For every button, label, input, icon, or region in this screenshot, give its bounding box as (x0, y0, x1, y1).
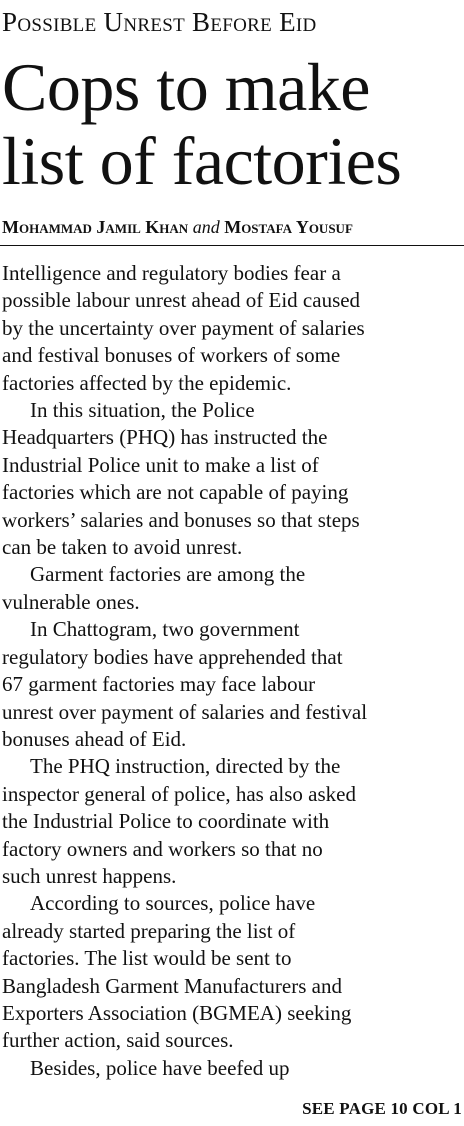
paragraph-line: possible labour unrest ahead of Eid caused (2, 288, 361, 313)
byline-divider (0, 245, 464, 246)
article-body (2, 260, 464, 1082)
paragraph-line: vulnerable ones. (2, 589, 140, 614)
paragraph-line: Intelligence and regulatory bodies fear a (2, 261, 341, 285)
paragraph-line: already started preparing the list of (2, 918, 296, 943)
headline-line: Cops to make (2, 49, 370, 125)
byline-author: Mohammad Jamil Khan (2, 217, 189, 237)
paragraph-line: Garment factories are among the (30, 562, 306, 587)
byline (2, 215, 464, 239)
article-paragraph (2, 616, 464, 753)
byline-conjunction: and (192, 217, 220, 237)
paragraph-line: According to sources, police have (30, 891, 316, 916)
paragraph-line: regulatory bodies have apprehended that (2, 644, 343, 669)
kicker: Possible Unrest Before Eid (2, 7, 317, 37)
paragraph-line: 67 garment factories may face labour (2, 672, 316, 697)
paragraph-line: inspector general of police, has also asked (2, 781, 356, 806)
paragraph-line: and festival bonuses of workers of some (2, 343, 341, 368)
paragraph-line: The PHQ instruction, directed by the (30, 754, 341, 779)
paragraph-line: factories affected by the epidemic. (2, 370, 292, 395)
headline-line: list of factories (2, 123, 402, 199)
paragraph-line: further action, said sources. (2, 1028, 234, 1053)
paragraph-line: unrest over payment of salaries and festival (2, 699, 368, 724)
article-paragraph (2, 890, 464, 1054)
paragraph-line: such unrest happens. (2, 863, 177, 888)
headline (2, 50, 464, 198)
article-paragraph (2, 260, 464, 397)
paragraph-line: Industrial Police unit to make a list of (2, 452, 319, 477)
paragraph-line: Bangladesh Garment Manufacturers and (2, 973, 342, 998)
paragraph-line: bonuses ahead of Eid. (2, 726, 187, 751)
paragraph-line: In Chattogram, two government (30, 617, 300, 642)
paragraph-line: Headquarters (PHQ) has instructed the (2, 425, 328, 450)
paragraph-line: factories. The list would be sent to (2, 946, 292, 971)
article-paragraph (2, 753, 464, 890)
paragraph-line: factory owners and workers so that no (2, 836, 323, 861)
article-paragraph (2, 561, 464, 616)
paragraph-line: workers’ salaries and bonuses so that steps (2, 507, 360, 532)
paragraph-line: can be taken to avoid unrest. (2, 535, 243, 560)
paragraph-line: Exporters Association (BGMEA) seeking (2, 1000, 352, 1025)
article-paragraph (2, 397, 464, 561)
paragraph-line: the Industrial Police to coordinate with (2, 809, 330, 834)
paragraph-line: In this situation, the Police (30, 398, 255, 423)
paragraph-line: Besides, police have beefed up (30, 1055, 290, 1080)
byline-author: Mostafa Yousuf (224, 217, 353, 237)
paragraph-line: by the uncertainty over payment of salaries (2, 315, 365, 340)
jump-line: SEE PAGE 10 COL 1 (302, 1099, 462, 1118)
paragraph-line: factories which are not capable of paying (2, 480, 349, 505)
article-paragraph (2, 1055, 464, 1082)
